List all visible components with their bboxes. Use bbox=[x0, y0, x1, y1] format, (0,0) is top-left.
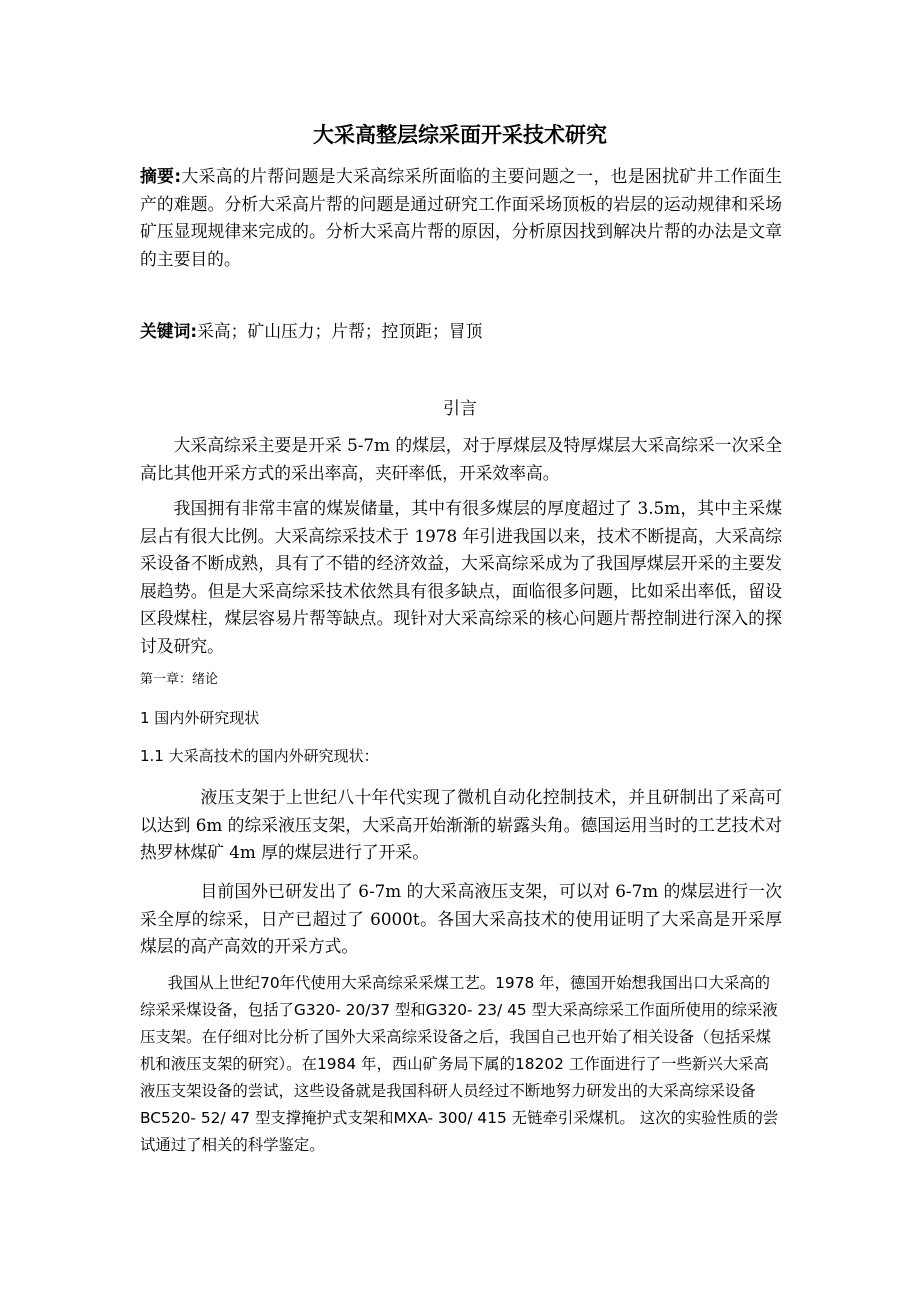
section-heading-1: 1 国内外研究现状 bbox=[140, 709, 260, 727]
section-paragraph-1: 液压支架于上世纪八十年代实现了微机自动化控制技术，并且研制出了采高可以达到 6m 的综采液压支架，大采高开始渐渐的崭露头角。德国运用当时的工艺技术对热罗林煤矿 4m 厚的煤层进行了开采。 bbox=[140, 787, 782, 862]
chapter-heading: 第一章：绪论 bbox=[140, 672, 219, 687]
document-title: 大采高整层综采面开采技术研究 bbox=[313, 123, 607, 147]
abstract-paragraph bbox=[140, 163, 782, 273]
section-paragraph-2: 目前国外已研发出了 6-7m 的大采高液压支架，可以对 6-7m 的煤层进行一次采全厚的综采，日产已超过了 6000t。各国大采高技术的使用证明了大采高是开采厚煤层的高产高效的开采方式。 bbox=[140, 881, 782, 956]
section-paragraph-3: 我国从上世纪70年代使用大采高综采采煤工艺。1978 年，德国开始想我国出口大采高的综采采煤设备，包括了G320- 20/37 型和G320- 23/ 45 型大采高综采工作面所使用的综采液压支架。在仔细对比分析了国外大采高综采设备之后，我国自己也开始了相关设备（包括采煤机和液压支架的研究）。在1984 年，西山矿务局下属的18202 工作面进行了一些新兴大采高液压支架设备的尝试，这些设备就是我国科研人员经过不断地努力研发出的大采高综采设备BC520- 52/ 47 型支撑掩护式支架和MXA- 300/ 415 无链牵引采煤机。 这次的实验性质的尝试通过了相关的科学鉴定。 bbox=[140, 974, 779, 1154]
keywords-paragraph bbox=[140, 318, 782, 346]
section-heading-1-1: 1.1 大采高技术的国内外研究现状： bbox=[140, 747, 379, 765]
intro-heading: 引言 bbox=[443, 399, 477, 419]
abstract-text: 大采高的片帮问题是大采高综采所面临的主要问题之一，也是困扰矿井工作面生产的难题。分析大采高片帮的问题是通过研究工作面采场顶板的岩层的运动规律和采场矿压显现规律来完成的。分析大采高片帮的原因，分析原因找到解决片帮的办法是文章的主要目的。 bbox=[140, 166, 782, 269]
abstract-label: 摘要: bbox=[140, 166, 182, 186]
intro-paragraph-2: 我国拥有非常丰富的煤炭储量，其中有很多煤层的厚度超过了 3.5m，其中主采煤层占有很大比例。大采高综采技术于 1978 年引进我国以来，技术不断提高，大采高综采设备不断成熟，具有了不错的经济效益，大采高综采成为了我国厚煤层开采的主要发展趋势。但是大采高综采技术依然具有很多缺点，面临很多问题，比如采出率低，留设区段煤柱，煤层容易片帮等缺点。现针对大采高综采的核心问题片帮控制进行深入的探讨及研究。 bbox=[140, 498, 782, 656]
keywords-text: 采高；矿山压力；片帮；控顶距；冒顶 bbox=[197, 321, 483, 341]
intro-paragraph-1: 大采高综采主要是开采 5-7m 的煤层，对于厚煤层及特厚煤层大采高综采一次采全高比其他开采方式的采出率高，夹矸率低，开采效率高。 bbox=[140, 435, 782, 483]
keywords-label: 关键词: bbox=[140, 321, 198, 341]
